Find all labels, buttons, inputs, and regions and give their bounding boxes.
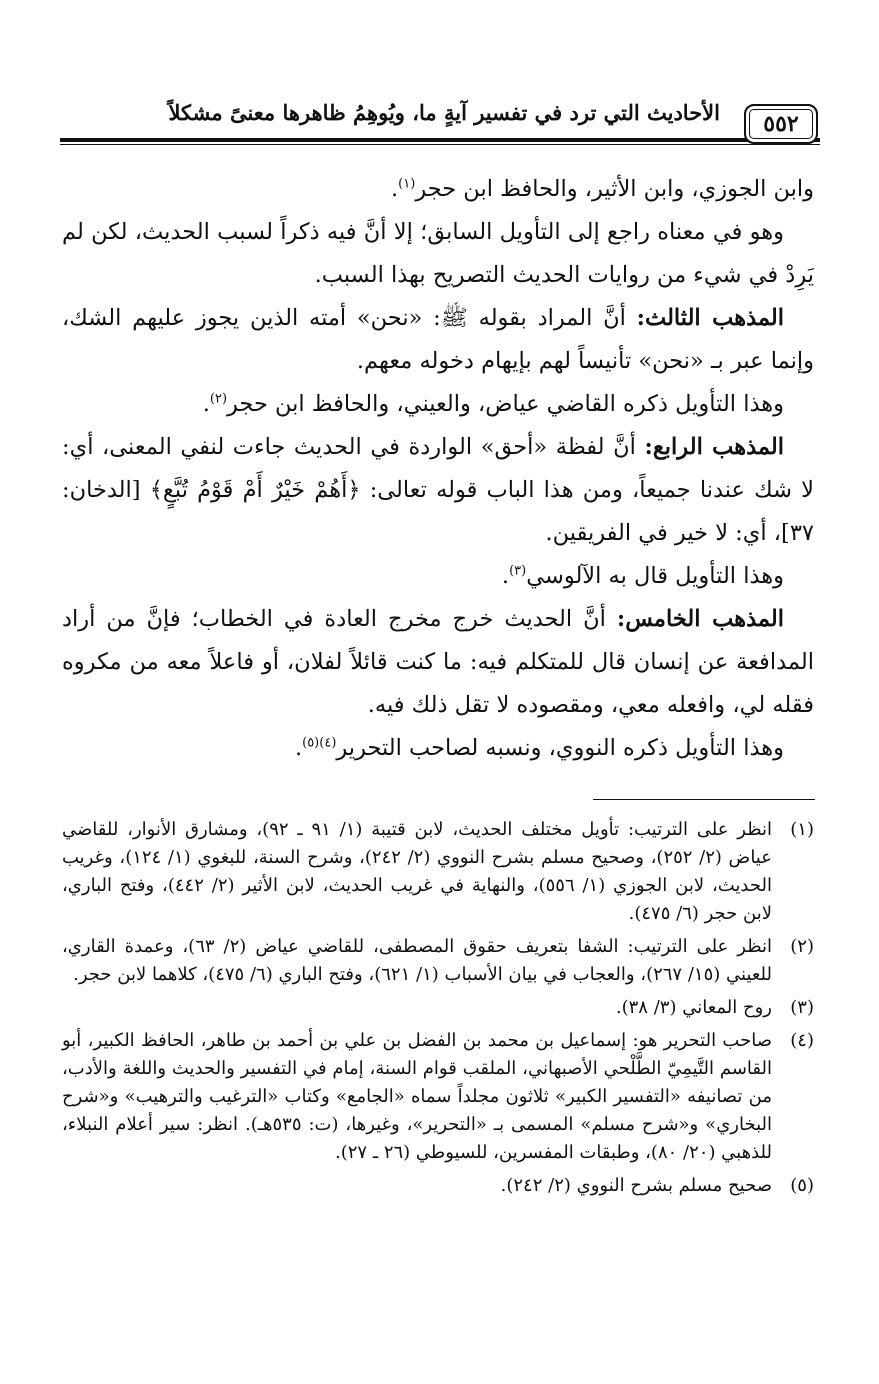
section-term: المذهب الرابع: <box>644 434 784 460</box>
main-text <box>62 168 814 770</box>
footnote-mark: (١) <box>790 819 814 840</box>
footnote <box>62 1172 814 1200</box>
footnote-text: انظر على الترتيب: تأويل مختلف الحديث، لابن قتيبة (١/ ٩١ ـ ٩٢)، ومشارق الأنوار، للقاضي عياض (٢/ ٢٥٢)، وصحيح مسلم بشرح النووي (٢/ ٢٤٢)، وشرح السنة، للبغوي (١/ ١٢٤)، وغريب الحديث، لابن الجوزي (١/ ٥٥٦)، والنهاية في غريب الحديث، لابن الأثير (٢/ ٤٤٢)، وفتح الباري، لابن حجر (٦/ ٤٧٥). <box>62 819 773 924</box>
paragraph-text: وهذا التأويل ذكره النووي، ونسبه لصاحب التحرير <box>336 735 784 761</box>
paragraph-end: . <box>202 391 210 417</box>
footnote-ref: (٢) <box>209 391 228 407</box>
paragraph-6 <box>62 555 814 598</box>
paragraph-1 <box>62 168 814 211</box>
footnote <box>62 1027 814 1167</box>
header-rule <box>60 138 820 142</box>
footnote-mark: (٢) <box>790 936 814 957</box>
footnote-text: انظر على الترتيب: الشفا بتعريف حقوق المصطفى، للقاضي عياض (٢/ ٦٣)، وعمدة القاري، للعيني (١٥/ ٢٦٧)، والعجاب في بيان الأسباب (١/ ٦٢١)، وفتح الباري (٦/ ٤٧٥)، كلاهما لابن حجر. <box>62 936 772 985</box>
paragraph-7 <box>62 598 814 727</box>
paragraph-text: أنَّ لفظة «أحق» الواردة في الحديث جاءت لنفي المعنى، أي: لا شك عندنا جميعاً، ومن هذا الباب قوله تعالى: ﴿أَهُمْ خَيْرٌ أَمْ قَوْمُ تُبَّعٍ﴾ [الدخان: ٣٧]، أي: لا خير في الفريقين. <box>62 434 814 546</box>
paragraph-text: وابن الجوزي، وابن الأثير، والحافظ ابن حجر <box>415 176 814 202</box>
footnote-separator <box>593 799 815 800</box>
footnote-mark: (٥) <box>790 1175 814 1196</box>
running-header <box>60 96 820 146</box>
footnote-text: صحيح مسلم بشرح النووي (٢/ ٢٤٢). <box>500 1175 772 1196</box>
footnote-mark: (٣) <box>790 997 814 1018</box>
paragraph-text: وهو في معناه راجع إلى التأويل السابق؛ إلا أنَّ فيه ذكراً لسبب الحديث، لكن لم يَرِدْ في شيء من روايات الحديث التصريح بهذا السبب. <box>62 219 814 288</box>
footnote <box>62 816 814 928</box>
section-term: المذهب الثالث: <box>636 305 784 331</box>
footnote <box>62 994 814 1022</box>
running-title: الأحاديث التي ترد في تفسير آيةٍ ما، ويُوهِمُ ظاهرها معنىً مشكلاً <box>168 100 720 125</box>
page-number: ٥٥٢ <box>763 111 799 137</box>
footnotes <box>62 816 814 1205</box>
footnote-ref: (٣) <box>509 563 527 579</box>
footnote-ref: (٤)(٥) <box>302 735 337 751</box>
paragraph-text: وهذا التأويل ذكره القاضي عياض، والعيني، والحافظ ابن حجر <box>227 391 784 417</box>
paragraph-8 <box>62 727 814 770</box>
paragraph-5 <box>62 426 814 555</box>
paragraph-4 <box>62 383 814 426</box>
header-rule-thin <box>60 144 820 145</box>
paragraph-end: . <box>501 563 510 589</box>
page-number-box <box>744 104 818 144</box>
paragraph-3 <box>62 297 814 383</box>
footnote-mark: (٤) <box>790 1030 814 1051</box>
paragraph-2 <box>62 211 814 297</box>
paragraph-end: . <box>391 176 399 202</box>
footnote-text: صاحب التحرير هو: إسماعيل بن محمد بن الفضل بن علي بن أحمد بن طاهر، الحافظ الكبير، أبو القاسم التَّيمِيّ الطَّلْحي الأصبهاني، الملقب قوام السنة، إمام في التفسير والحديث واللغة والأدب، من تصانيفه «التفسير الكبير» ثلاثون مجلداً سماه «الجامع» وكتاب «الترغيب والترهيب» و«شرح البخاري» و«شرح مسلم» المسمى بـ «التحرير»، وغيرها، (ت: ٥٣٥هـ). انظر: سير أعلام النبلاء، للذهبي (٢٠/ ٨٠)، وطبقات المفسرين، للسيوطي (٢٦ ـ ٢٧). <box>62 1030 772 1163</box>
section-term: المذهب الخامس: <box>616 606 785 632</box>
footnote <box>62 933 814 989</box>
paragraph-text: وهذا التأويل قال به الآلوسي <box>526 563 784 589</box>
paragraph-end: . <box>294 735 303 761</box>
paragraph-text: أنَّ المراد بقوله ﷺ: «نحن» أمته الذين يجوز عليهم الشك، وإنما عبر بـ «نحن» تأنيساً لهم بإيهام دخوله معهم. <box>62 305 814 374</box>
footnote-text: روح المعاني (٣/ ٣٨). <box>615 997 772 1018</box>
footnote-ref: (١) <box>398 176 416 192</box>
paragraph-text: أنَّ الحديث خرج مخرج العادة في الخطاب؛ فإنَّ من أراد المدافعة عن إنسان قال للمتكلم فيه: ما كنت قائلاً لفلان، أو فاعلاً معه من مكروه فقله لي، وافعله معي، ومقصوده لا تقل ذلك فيه. <box>62 606 814 718</box>
